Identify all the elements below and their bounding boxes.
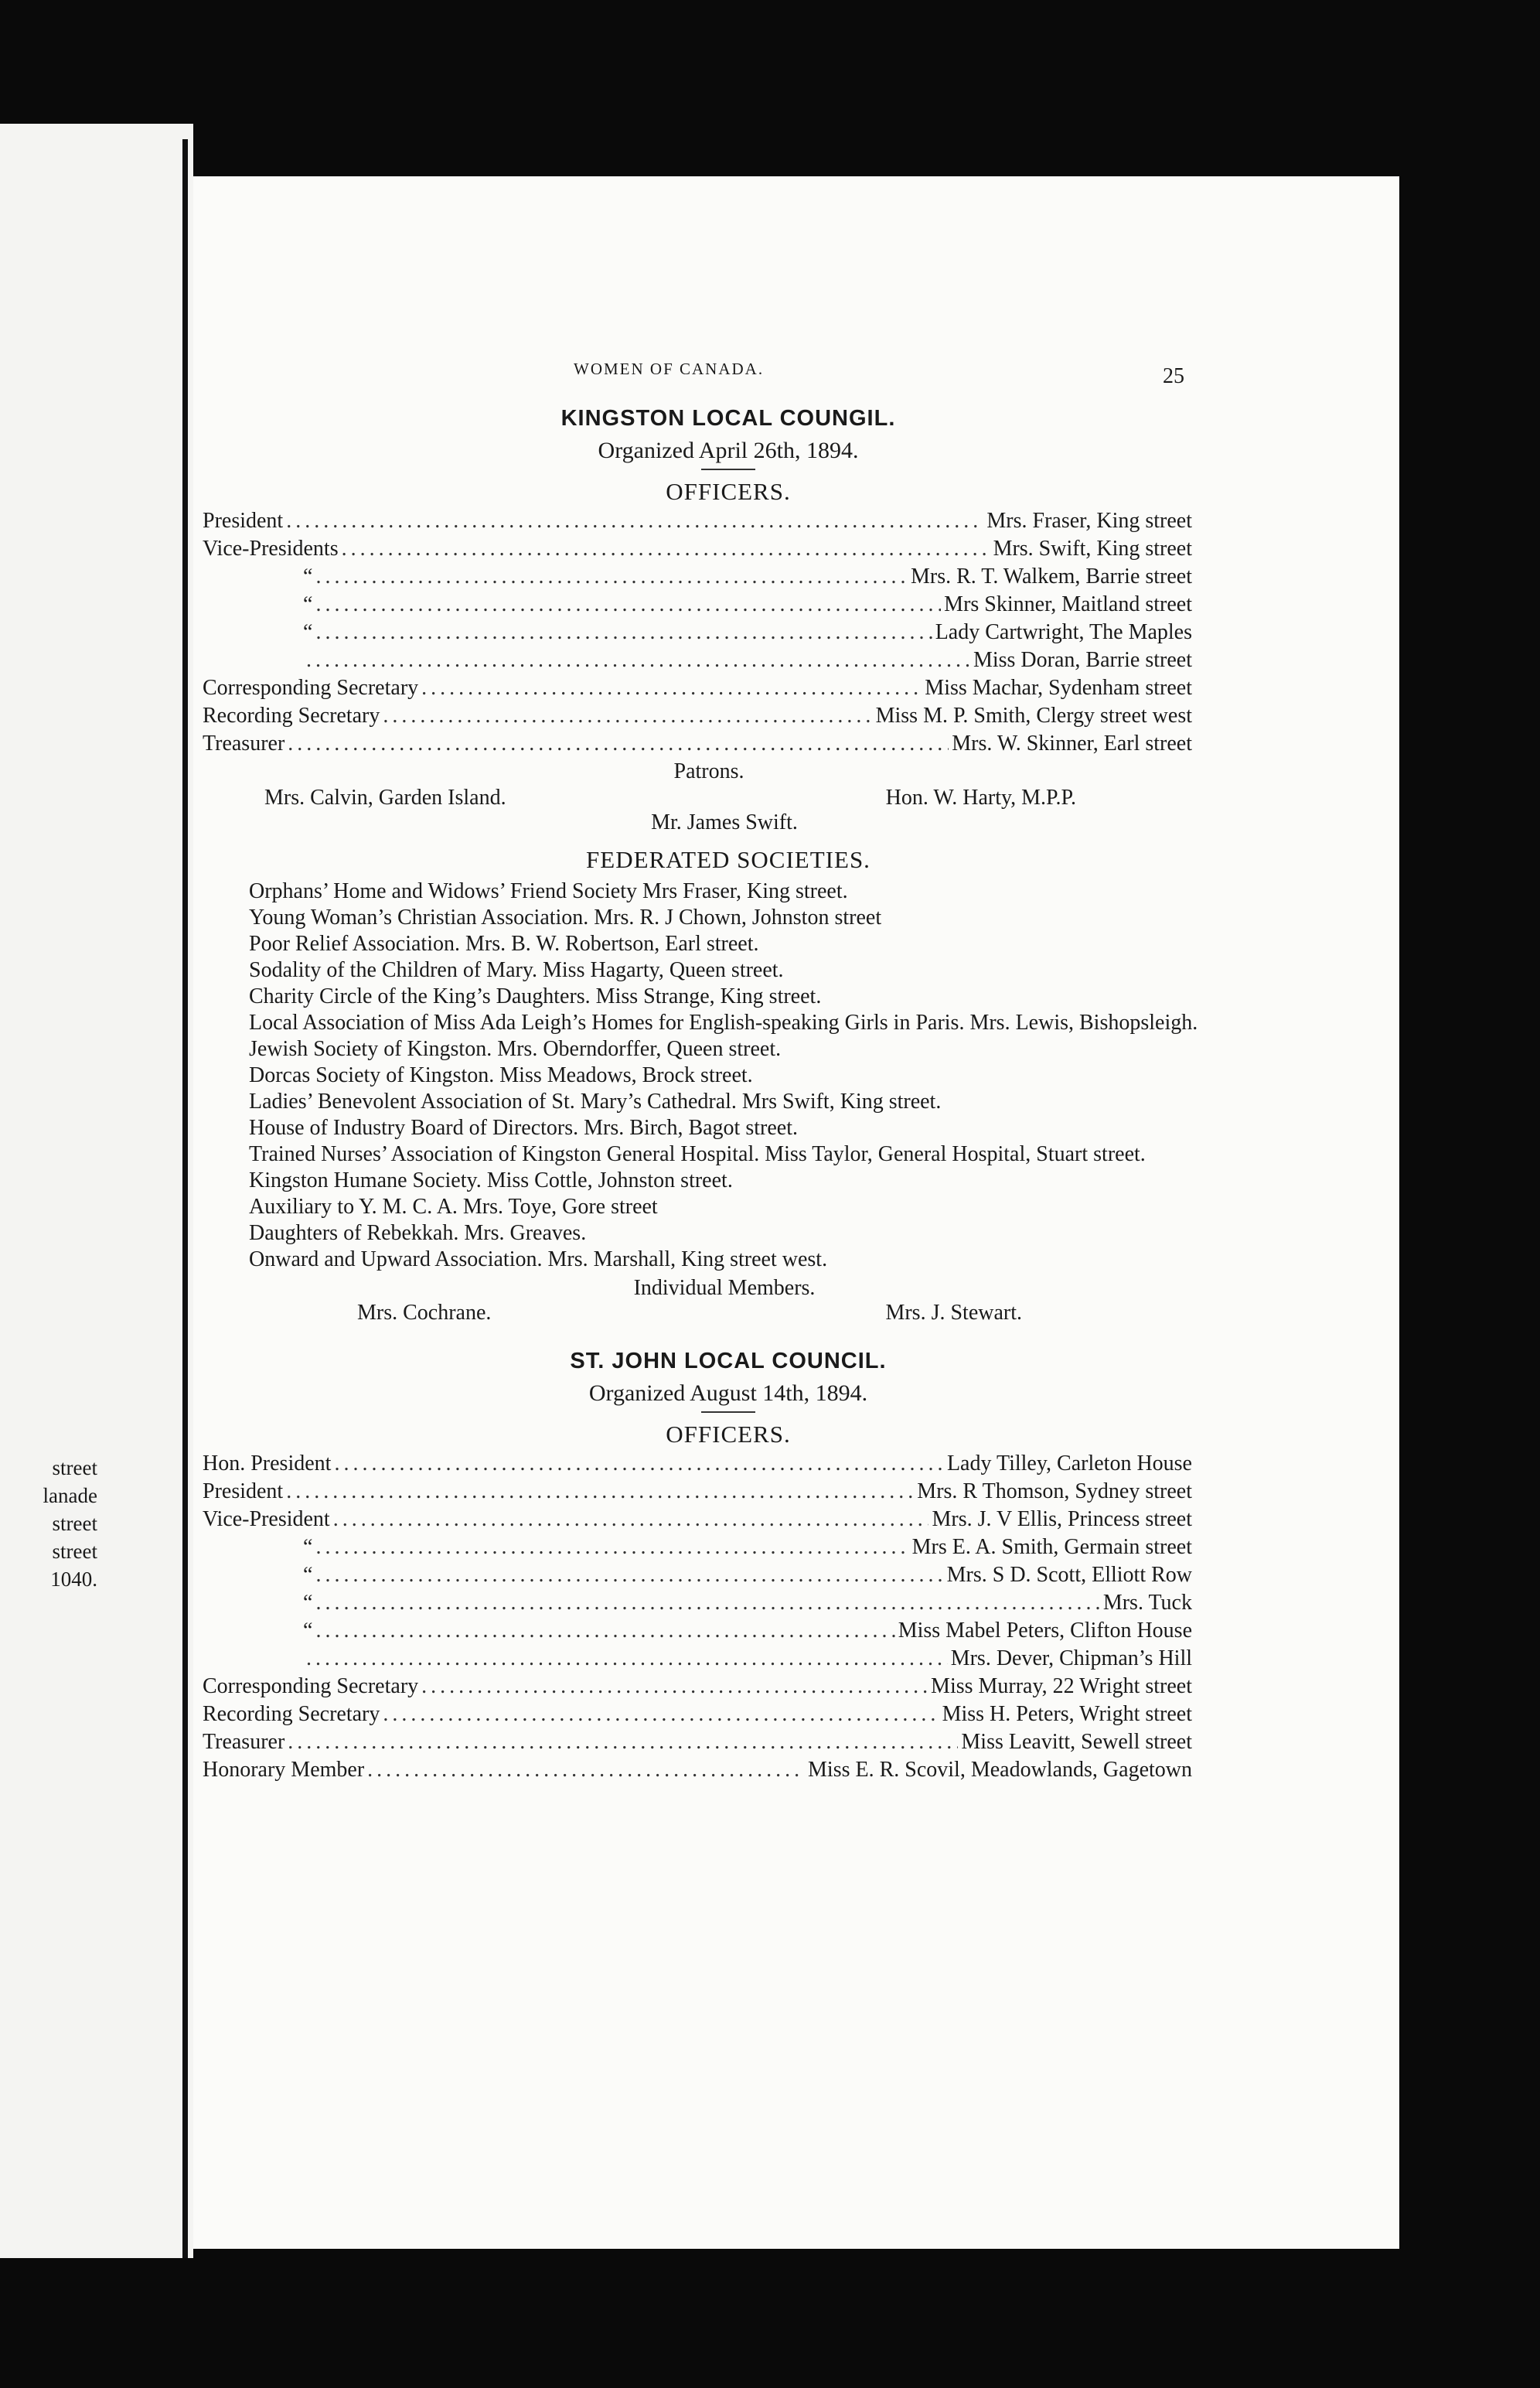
officer-name: Mrs. S D. Scott, Elliott Row bbox=[946, 1563, 1192, 1587]
left-fragment: street bbox=[52, 1456, 97, 1479]
leader-dots bbox=[306, 1645, 948, 1673]
leader-dots bbox=[315, 619, 932, 646]
patrons-row bbox=[203, 784, 1192, 810]
left-fragment: lanade bbox=[43, 1484, 97, 1507]
leader-dots bbox=[367, 1756, 805, 1784]
officer-row bbox=[203, 1756, 1192, 1784]
patron: Mr. James Swift. bbox=[651, 810, 798, 834]
individual-member: Mrs. Cochrane. bbox=[357, 1301, 492, 1325]
leader-dots bbox=[383, 702, 872, 730]
officer-role: Recording Secretary bbox=[203, 1702, 380, 1726]
officer-row bbox=[203, 702, 1192, 730]
left-page-text bbox=[6, 1454, 97, 1593]
patron: Hon. W. Harty, M.P.P. bbox=[885, 786, 1076, 810]
leader-dots bbox=[288, 730, 949, 758]
officer-row bbox=[203, 1533, 1192, 1561]
society-entry: Trained Nurses’ Association of Kingston General Hospital. Miss Taylor, General Hospital, Stuart street. bbox=[249, 1142, 1146, 1166]
officer-role: Honorary Member bbox=[203, 1758, 365, 1782]
officer-row bbox=[203, 1673, 1192, 1701]
officer-row bbox=[203, 507, 1192, 535]
society-entry: House of Industry Board of Directors. Mrs. Birch, Bagot street. bbox=[249, 1116, 798, 1140]
officer-name: Mrs E. A. Smith, Germain street bbox=[911, 1535, 1192, 1559]
leader-dots bbox=[342, 535, 990, 563]
left-fragment: street bbox=[52, 1540, 97, 1563]
patron: Mrs. Calvin, Garden Island. bbox=[264, 786, 506, 810]
stjohn-officers-heading: OFFICERS. bbox=[666, 1421, 791, 1448]
officer-row bbox=[203, 1478, 1192, 1506]
leader-dots bbox=[288, 1728, 958, 1756]
society-entry: Auxiliary to Y. M. C. A. Mrs. Toye, Gore street bbox=[249, 1195, 658, 1219]
divider bbox=[701, 469, 755, 470]
officer-name: Miss Doran, Barrie street bbox=[973, 648, 1192, 672]
stjohn-council-title: ST. JOHN LOCAL COUNCIL. bbox=[570, 1349, 887, 1373]
left-fragment: 1040. bbox=[50, 1568, 97, 1591]
officer-name: Mrs. Dever, Chipman’s Hill bbox=[950, 1646, 1192, 1670]
leader-dots bbox=[315, 563, 908, 591]
officer-role: Treasurer bbox=[203, 1730, 285, 1754]
leader-dots bbox=[315, 1561, 943, 1589]
officer-row bbox=[203, 1728, 1192, 1756]
leader-dots bbox=[315, 1589, 1099, 1617]
officer-role: Vice-President bbox=[203, 1507, 330, 1531]
individual-member: Mrs. J. Stewart. bbox=[885, 1301, 1022, 1325]
officer-row bbox=[203, 1589, 1192, 1617]
officer-name: Lady Tilley, Carleton House bbox=[946, 1452, 1192, 1475]
officer-row bbox=[203, 1506, 1192, 1533]
officer-row bbox=[203, 1617, 1192, 1645]
officer-role: “ bbox=[303, 565, 313, 588]
society-entry: Charity Circle of the King’s Daughters. Miss Strange, King street. bbox=[249, 984, 822, 1008]
book-gutter bbox=[182, 139, 188, 2258]
society-entry: Sodality of the Children of Mary. Miss Hagarty, Queen street. bbox=[249, 958, 784, 982]
page-number: 25 bbox=[1163, 364, 1184, 388]
left-fragment: street bbox=[52, 1512, 97, 1535]
officer-name: Miss M. P. Smith, Clergy street west bbox=[875, 704, 1192, 728]
officer-role: Treasurer bbox=[203, 732, 285, 756]
leader-dots bbox=[421, 674, 922, 702]
officer-row bbox=[203, 730, 1192, 758]
leader-dots bbox=[315, 1617, 894, 1645]
officer-role: “ bbox=[303, 1591, 313, 1615]
officer-name: Mrs Skinner, Maitland street bbox=[944, 592, 1192, 616]
officer-name: Miss H. Peters, Wright street bbox=[942, 1702, 1192, 1726]
officer-role: Corresponding Secretary bbox=[203, 1674, 419, 1698]
officer-name: Mrs. R. T. Walkem, Barrie street bbox=[911, 565, 1192, 588]
leader-dots bbox=[306, 646, 970, 674]
society-entry: Young Woman’s Christian Association. Mrs. R. J Chown, Johnston street bbox=[249, 906, 882, 930]
society-entry: Ladies’ Benevolent Association of St. Mary’s Cathedral. Mrs Swift, King street. bbox=[249, 1090, 942, 1114]
kingston-council-title: KINGSTON LOCAL COUNGIL. bbox=[560, 406, 896, 431]
leader-dots bbox=[286, 507, 983, 535]
officer-role: “ bbox=[303, 1535, 313, 1559]
officer-role: Corresponding Secretary bbox=[203, 676, 419, 700]
leader-dots bbox=[315, 1533, 908, 1561]
officer-role: Recording Secretary bbox=[203, 704, 380, 728]
officer-role: “ bbox=[303, 592, 313, 616]
officer-role: Vice-Presidents bbox=[203, 537, 339, 561]
officer-name: Mrs. Tuck bbox=[1102, 1591, 1192, 1615]
officer-row bbox=[203, 563, 1192, 591]
officer-name: Miss Machar, Sydenham street bbox=[925, 676, 1192, 700]
officer-name: Miss Mabel Peters, Clifton House bbox=[898, 1619, 1192, 1643]
officer-role: “ bbox=[303, 620, 313, 644]
society-entry: Dorcas Society of Kingston. Miss Meadows, Brock street. bbox=[249, 1063, 753, 1087]
running-title: WOMEN OF CANADA. bbox=[574, 360, 765, 378]
officer-role: Hon. President bbox=[203, 1452, 332, 1475]
officer-role: President bbox=[203, 509, 284, 533]
officer-name: Mrs. W. Skinner, Earl street bbox=[952, 732, 1192, 756]
officer-row bbox=[203, 591, 1192, 619]
page-content bbox=[203, 360, 1198, 1784]
leader-dots bbox=[334, 1450, 944, 1478]
leader-dots bbox=[333, 1506, 929, 1533]
society-entry: Jewish Society of Kingston. Mrs. Oberndorffer, Queen street. bbox=[249, 1037, 782, 1061]
officer-name: Mrs. R Thomson, Sydney street bbox=[917, 1479, 1192, 1503]
officer-name: Miss Leavitt, Sewell street bbox=[961, 1730, 1192, 1754]
individual-members-heading: Individual Members. bbox=[633, 1276, 816, 1300]
society-entry: Local Association of Miss Ada Leigh’s Homes for English-speaking Girls in Paris. Mrs. Lewis, Bishopsleigh. bbox=[249, 1011, 1198, 1035]
officer-row bbox=[203, 1561, 1192, 1589]
officer-row bbox=[203, 646, 1192, 674]
officer-name: Mrs. Fraser, King street bbox=[986, 509, 1192, 533]
stjohn-organized-date: Organized August 14th, 1894. bbox=[588, 1380, 868, 1406]
officer-row bbox=[203, 1645, 1192, 1673]
officer-name: Lady Cartwright, The Maples bbox=[935, 620, 1192, 644]
society-list bbox=[249, 878, 1198, 1273]
officer-name: Mrs. Swift, King street bbox=[993, 537, 1192, 561]
officer-row bbox=[203, 674, 1192, 702]
leader-dots bbox=[383, 1701, 939, 1728]
society-entry: Daughters of Rebekkah. Mrs. Greaves. bbox=[249, 1221, 587, 1245]
officer-name: Miss Murray, 22 Wright street bbox=[931, 1674, 1192, 1698]
individual-members-row bbox=[203, 1301, 1192, 1325]
society-entry: Poor Relief Association. Mrs. B. W. Robertson, Earl street. bbox=[249, 932, 759, 956]
society-entry: Kingston Humane Society. Miss Cottle, Johnston street. bbox=[249, 1168, 733, 1192]
patrons-heading: Patrons. bbox=[673, 759, 744, 783]
society-entry: Onward and Upward Association. Mrs. Marshall, King street west. bbox=[249, 1247, 828, 1271]
kingston-organized-date: Organized April 26th, 1894. bbox=[598, 438, 859, 463]
officer-role: “ bbox=[303, 1563, 313, 1587]
leader-dots bbox=[421, 1673, 928, 1701]
officer-role: President bbox=[203, 1479, 284, 1503]
officer-row bbox=[203, 1701, 1192, 1728]
officer-name: Miss E. R. Scovil, Meadowlands, Gagetown bbox=[808, 1758, 1192, 1782]
leader-dots bbox=[315, 591, 941, 619]
society-entry: Orphans’ Home and Widows’ Friend Society Mrs Fraser, King street. bbox=[249, 879, 848, 903]
federated-societies-heading: FEDERATED SOCIETIES. bbox=[586, 846, 871, 873]
running-head bbox=[203, 360, 1192, 406]
officer-row bbox=[203, 1450, 1192, 1478]
divider bbox=[701, 1411, 755, 1413]
officer-name: Mrs. J. V Ellis, Princess street bbox=[932, 1507, 1192, 1531]
officer-row bbox=[203, 535, 1192, 563]
kingston-officers-heading: OFFICERS. bbox=[666, 478, 791, 505]
left-page bbox=[0, 124, 193, 2258]
leader-dots bbox=[286, 1478, 914, 1506]
officer-row bbox=[203, 619, 1192, 646]
officer-role: “ bbox=[303, 1619, 313, 1643]
